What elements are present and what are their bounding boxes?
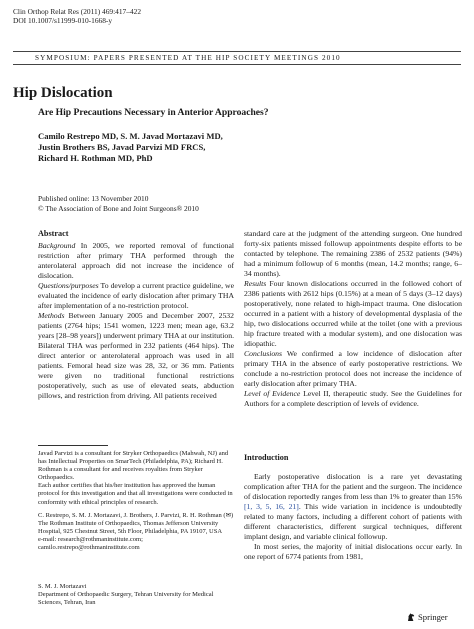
address-author-names: C. Restrepo, S. M. J. Mortazavi, J. Brothers, J. Parvizi, R. H. Rothman (✉) — [38, 512, 234, 519]
methods-text: Between January 2005 and December 2007, 2532 patients (2764 hips; 1541 women, 1223 men; mean age, 63.2 years [28–98 years]) underwent primary THA at our institution. Bilateral THA was performed in 232 patients (464 hips). The direct anterior or anterolateral approach was used in all patients. Femoral head size was 28, 32, or 36 mm. Patients were given no traditional functional restrictions postoperatively, such as use of elevated seats, abduction pillows, and restriction from driving. All patients received — [38, 311, 234, 400]
footnote-divider — [38, 445, 108, 446]
level-label: Level of Evidence — [244, 389, 301, 398]
journal-citation — [13, 7, 141, 25]
background-text: In 2005, we reported removal of functional restriction after primary THA performed through the anterolateral approach did not increase the incidence of dislocation. — [38, 241, 234, 280]
corresponding-address — [38, 512, 234, 552]
authors-line-1: Camilo Restrepo MD, S. M. Javad Mortazavi MD, — [38, 131, 223, 141]
abstract-conclusions — [244, 349, 462, 389]
footnote-disclosures — [38, 450, 234, 507]
intro-para1-end: . This wide variation in incidence is undoubtedly related to many factors, including a different cohort of patients with different characteristics, different surgical techniques, different implant design, and variable clinical followup. — [244, 502, 462, 541]
springer-horse-icon — [406, 612, 416, 622]
address-institution: The Rothman Institute of Orthopaedics, Thomas Jefferson University Hospital, 925 Chestnut Street, 5th Floor, Philadelphia, PA 19107, USA — [38, 520, 223, 536]
citation-references-link[interactable]: [1, 3, 5, 16, 21] — [244, 502, 299, 511]
disclosure-ethics: Each author certifies that his/her institution has approved the human protocol for this investigation and that all investigations were conducted in conformity with ethical principles of research. — [38, 482, 233, 506]
methods-continued: standard care at the judgment of the attending surgeon. One hundred forty-six patients missed followup appointments despite efforts to be contacted by telephone. The remaining 2386 of 2532 patients (94%) had a minimum followup of 6 months (mean, 14.2 months; range, 6–34 months). — [244, 229, 462, 278]
affiliation-institution: Department of Orthopaedic Surgery, Tehran University for Medical Sciences, Tehran, Iran — [38, 591, 214, 607]
article-subtitle: Are Hip Precautions Necessary in Anterior Approaches? — [38, 107, 269, 118]
conclusions-label: Conclusions — [244, 349, 283, 358]
introduction-heading: Introduction — [244, 453, 289, 462]
published-online-date: Published online: 13 November 2010 — [38, 194, 149, 203]
abstract-background — [38, 241, 234, 281]
publisher-name: Springer — [418, 612, 448, 622]
abstract-column-left — [38, 229, 234, 401]
results-label: Results — [244, 279, 267, 288]
introduction-paragraph-1 — [244, 472, 462, 542]
authors-line-2: Justin Brothers BS, Javad Parvizi MD FRCS, — [38, 142, 206, 152]
conclusions-text: We confirmed a low incidence of dislocation after primary THA in the absence of early postoperative restrictions. We conclude a no-restriction protocol does not increase the incidence of early dislocation after primary THA. — [244, 349, 462, 388]
intro-para1-start: Early postoperative dislocation is a rare yet devastating complication after THA for the patient and the surgeon. The incidence of dislocation reportedly ranges from less than 1% to greater than 15% — [244, 472, 462, 501]
disclosure-conflicts: Javad Parvizi is a consultant for Stryker Orthopaedics (Mahwah, NJ) and has Intellectual Properties on SmarTech (Philadelphia, PA); Richard H. Rothman is a consultant for and receives royalties from Stryker Orthopaedics. — [38, 450, 229, 482]
introduction-body — [244, 472, 462, 562]
results-text: Four known dislocations occurred in the followed cohort of 2386 patients with 2612 hips (0.15%) at a mean of 5 days (3–12 days) postoperatively, none related to high-impact trauma. One dislocation occurred in a patient with a history of developmental dysplasia of the hip, two dislocations occurred while at the toilet (one with a previous hip fracture treated with a modular system), and one dislocation was idiopathic. — [244, 279, 462, 348]
copyright-notice: © The Association of Bone and Joint Surgeons® 2010 — [38, 203, 199, 213]
symposium-banner: SYMPOSIUM: PAPERS PRESENTED AT THE HIP SOCIETY MEETINGS 2010 — [13, 51, 461, 65]
abstract-questions — [38, 281, 234, 311]
abstract-heading: Abstract — [38, 229, 69, 238]
citation-line-1: Clin Orthop Relat Res (2011) 469:417–422 — [13, 7, 142, 16]
author-list — [38, 131, 223, 164]
article-title: Hip Dislocation — [13, 85, 113, 101]
background-label: Background — [38, 241, 76, 250]
abstract-column-right — [244, 229, 462, 409]
introduction-paragraph-2: In most series, the majority of initial dislocations occur early. In one report of 6774 patients from 1981, — [244, 542, 462, 561]
publisher-logo — [406, 612, 448, 622]
questions-text: To develop a current practice guideline, we evaluated the incidence of early dislocation after primary THA after implementation of a no-restriction protocol. — [38, 281, 234, 310]
doi-line: DOI 10.1007/s11999-010-1668-y — [13, 16, 113, 25]
abstract-results — [244, 279, 462, 349]
address-email-1[interactable]: e-mail: research@rothmaninstitute.com; — [38, 536, 143, 544]
publication-info — [38, 194, 199, 213]
methods-label: Methods — [38, 311, 65, 320]
questions-label: Questions/purposes — [38, 281, 99, 290]
affiliation-name: S. M. J. Mortazavi — [38, 583, 87, 590]
level-text: Level II, therapeutic study. See the Guidelines for Authors for a complete description of levels of evidence. — [244, 389, 463, 408]
authors-line-3: Richard H. Rothman MD, PhD — [38, 153, 153, 163]
abstract-methods — [38, 311, 234, 401]
second-affiliation — [38, 583, 234, 607]
abstract-level-of-evidence — [244, 389, 462, 409]
address-email-2[interactable]: camilo.restrepo@rothmaninstitute.com — [38, 544, 140, 552]
